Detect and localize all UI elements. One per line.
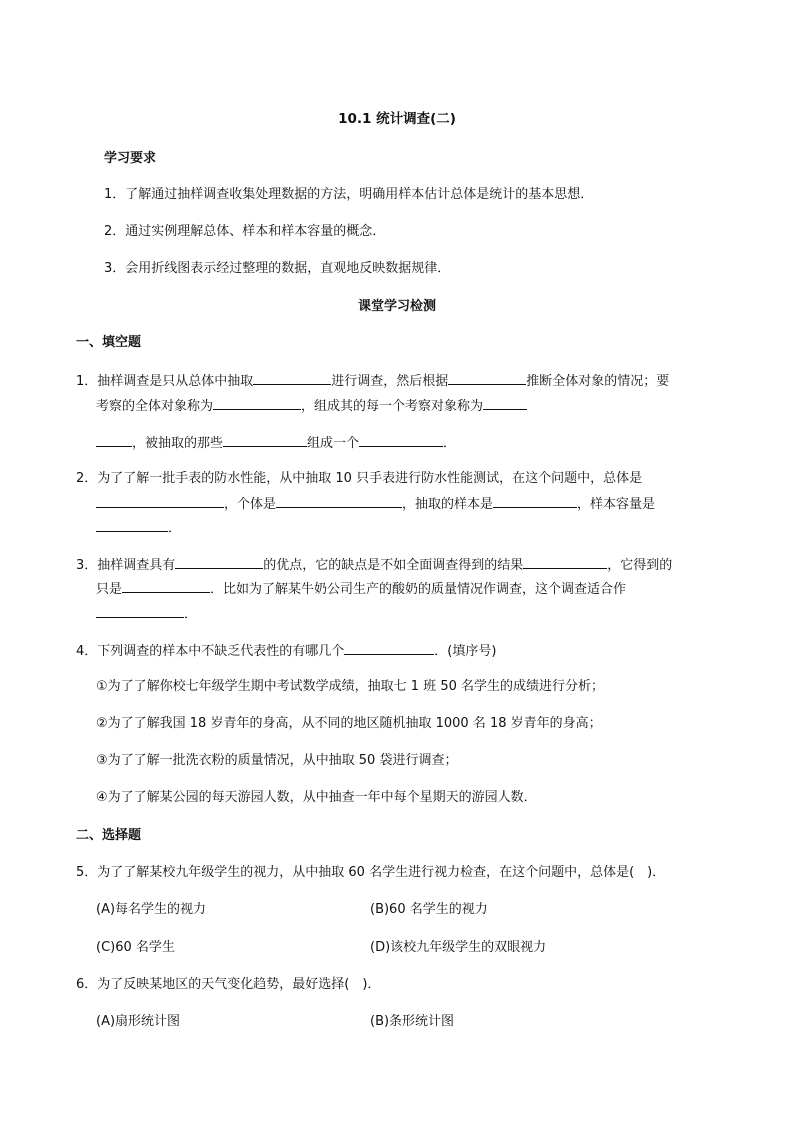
answer-blank[interactable] xyxy=(175,555,263,569)
q1-text-h: ． xyxy=(443,436,457,451)
q2-text-d: ，样本容量是 xyxy=(577,497,656,512)
answer-blank[interactable] xyxy=(359,433,443,447)
section-fill-in: 一、填空题 xyxy=(76,335,142,350)
requirement-2: 2．通过实例理解总体、样本和样本容量的概念． xyxy=(104,224,386,239)
answer-blank[interactable] xyxy=(276,494,402,508)
question-5-stem: 5．为了了解某校九年级学生的视力，从中抽取 60 名学生进行视力检查，在这个问题中，总体是( )． xyxy=(76,865,666,880)
question-6-stem: 6．为了反映某地区的天气变化趋势，最好选择( )． xyxy=(76,977,381,992)
q5-option-a[interactable]: (A)每名学生的视力 xyxy=(96,902,207,917)
question-2-line-1: 2．为了了解一批手表的防水性能，从中抽取 10 只手表进行防水性能测试，在这个问题中，总体是 xyxy=(76,471,643,486)
answer-blank[interactable] xyxy=(96,433,132,447)
question-4-item-4: ④为了了解某公园的每天游园人数，从中抽查一年中每个星期天的游园人数． xyxy=(96,790,537,805)
answer-blank[interactable] xyxy=(253,371,331,385)
question-1-line-2 xyxy=(96,396,527,416)
question-4-item-1: ①为了了解你校七年级学生期中考试数学成绩，抽取七 1 班 50 名学生的成绩进行分析； xyxy=(96,679,604,694)
answer-blank[interactable] xyxy=(96,518,168,532)
section-multiple-choice: 二、选择题 xyxy=(76,828,142,843)
question-3-line-2 xyxy=(96,579,626,599)
question-4-stem xyxy=(76,641,496,661)
answer-blank[interactable] xyxy=(213,396,301,410)
question-4-item-3: ③为了了解一批洗衣粉的质量情况，从中抽取 50 袋进行调查； xyxy=(96,753,458,768)
q1-text-a: 1．抽样调查是只从总体中抽取 xyxy=(76,374,254,389)
q2-text-e: ． xyxy=(168,521,182,536)
q4-text-b: ．(填序号) xyxy=(434,644,497,659)
answer-blank[interactable] xyxy=(344,641,434,655)
question-2-line-2 xyxy=(96,494,655,514)
q3-text-e: ．比如为了解某牛奶公司生产的酸奶的质量情况作调查，这个调查适合作 xyxy=(210,582,627,597)
question-3-line-1 xyxy=(76,555,672,575)
q3-text-c: ，它得到的 xyxy=(607,558,673,573)
answer-blank[interactable] xyxy=(523,555,607,569)
q3-text-a: 3．抽样调查具有 xyxy=(76,558,176,573)
q1-text-b: 进行调查，然后根据 xyxy=(331,374,449,389)
answer-blank[interactable] xyxy=(122,579,210,593)
answer-blank[interactable] xyxy=(96,494,224,508)
q2-text-b: ，个体是 xyxy=(224,497,277,512)
section-heading-check: 课堂学习检测 xyxy=(357,299,436,314)
q5-option-d[interactable]: (D)该校九年级学生的双眼视力 xyxy=(370,940,547,955)
q3-text-f: ． xyxy=(184,607,198,622)
answer-blank[interactable] xyxy=(223,433,307,447)
requirement-1: 1．了解通过抽样调查收集处理数据的方法，明确用样本估计总体是统计的基本思想． xyxy=(104,187,594,202)
q1-text-e: ，组成其的每一个考察对象称为 xyxy=(301,399,484,414)
q1-text-c: 推断全体对象的情况；要 xyxy=(526,374,670,389)
q5-option-c[interactable]: (C)60 名学生 xyxy=(96,940,175,955)
question-4-item-2: ②为了了解我国 18 岁青年的身高，从不同的地区随机抽取 1000 名 18 岁青年的身高； xyxy=(96,716,602,731)
answer-blank[interactable] xyxy=(483,396,527,410)
q1-text-g: 组成一个 xyxy=(307,436,360,451)
question-2-line-3 xyxy=(96,518,181,538)
answer-blank[interactable] xyxy=(96,604,184,618)
page-title: 10.1 统计调查(二) xyxy=(338,111,456,127)
answer-blank[interactable] xyxy=(448,371,526,385)
section-heading-requirements: 学习要求 xyxy=(104,151,157,166)
q1-text-f: ，被抽取的那些 xyxy=(132,436,224,451)
question-3-line-3 xyxy=(96,604,197,624)
q6-option-a[interactable]: (A)扇形统计图 xyxy=(96,1014,181,1029)
answer-blank[interactable] xyxy=(493,494,577,508)
q2-text-c: ，抽取的样本是 xyxy=(402,497,494,512)
q6-option-b[interactable]: (B)条形统计图 xyxy=(370,1014,455,1029)
q1-text-d: 考察的全体对象称为 xyxy=(96,399,214,414)
requirement-3: 3．会用折线图表示经过整理的数据，直观地反映数据规律． xyxy=(104,261,451,276)
q3-text-b: 的优点，它的缺点是不如全面调查得到的结果 xyxy=(263,558,524,573)
question-1-line-1 xyxy=(76,371,669,391)
q4-text-a: 4．下列调查的样本中不缺乏代表性的有哪几个 xyxy=(76,644,345,659)
q3-text-d: 只是 xyxy=(96,582,123,597)
q5-option-b[interactable]: (B)60 名学生的视力 xyxy=(370,902,488,917)
question-1-line-3 xyxy=(96,433,456,453)
